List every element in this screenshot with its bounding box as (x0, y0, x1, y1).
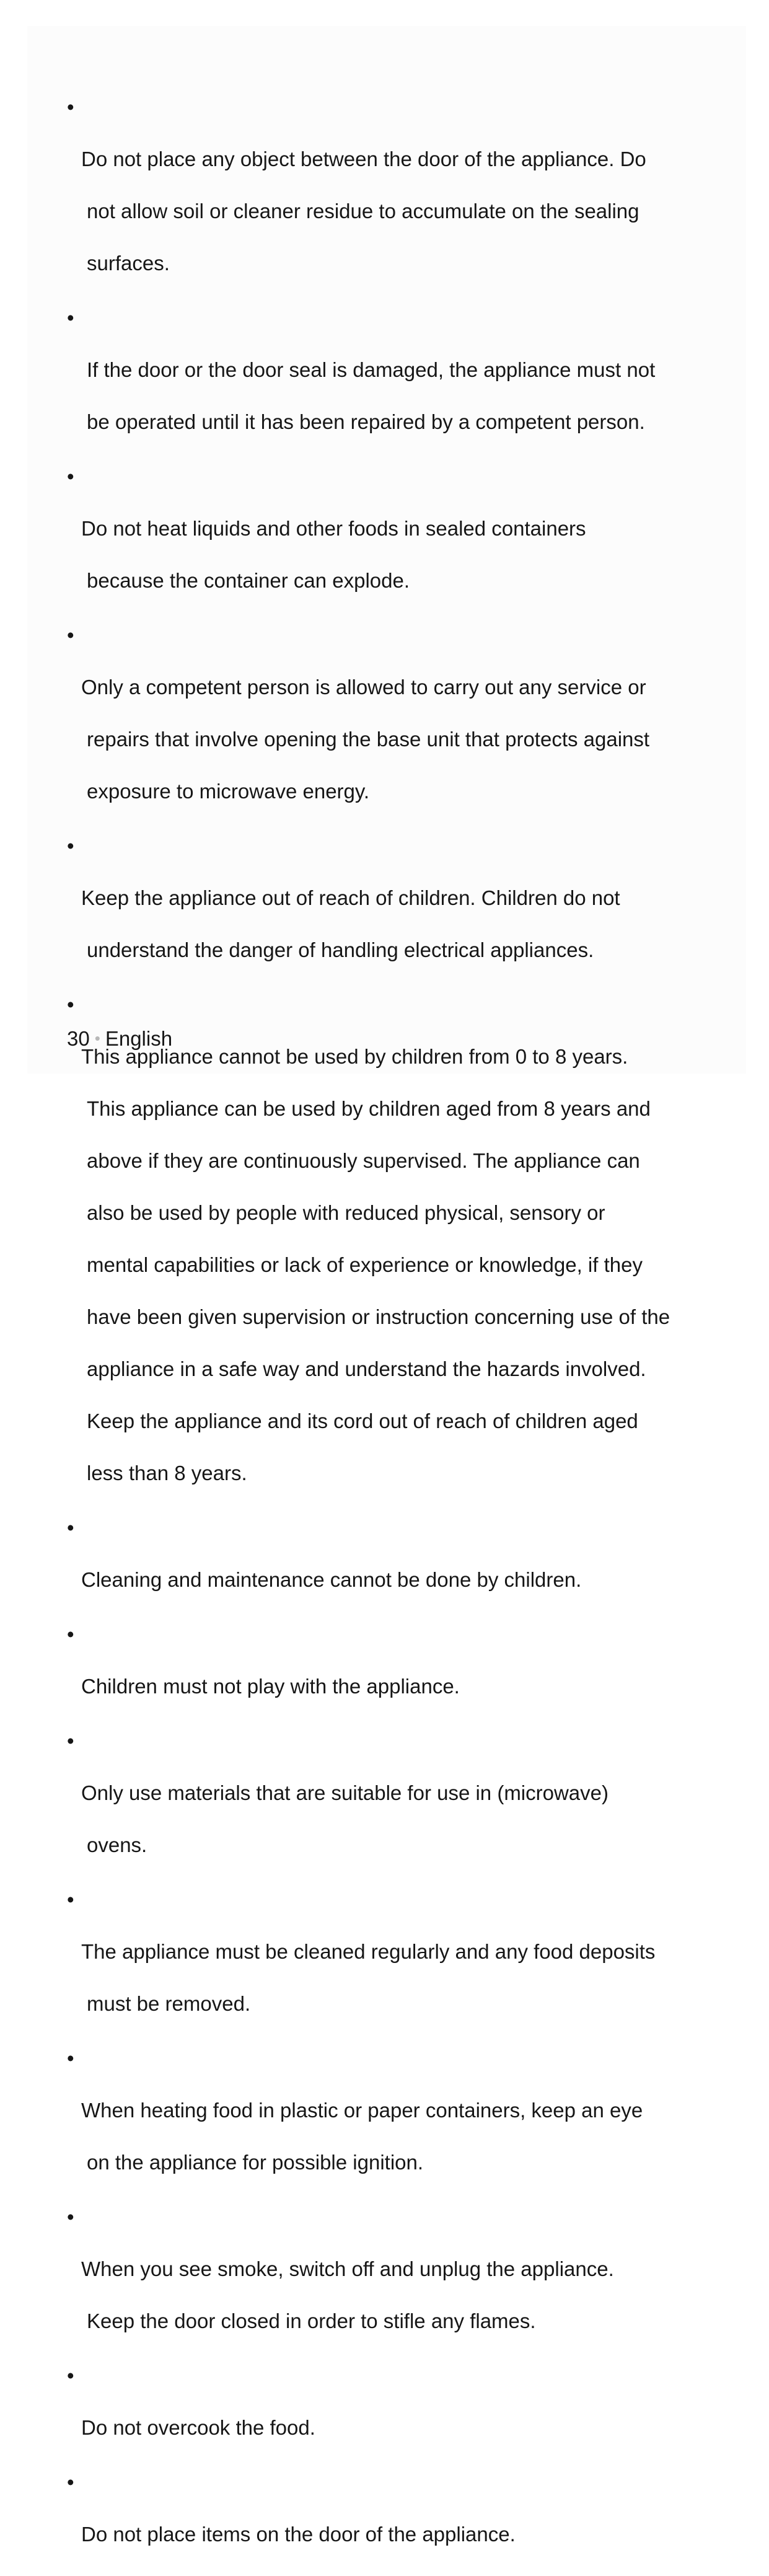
list-item (67, 992, 724, 1512)
bullet: • (67, 2364, 74, 2387)
list-item (67, 1621, 724, 1726)
list-item-line: The appliance must be cleaned regularly and any food deposits (81, 1940, 656, 1963)
list-item (67, 2045, 724, 2202)
list-item-line: also be used by people with reduced physical, sensory or (87, 1201, 605, 1224)
list-item-line: Only use materials that are suitable for use in (microwave) (81, 1781, 609, 1804)
list-item-line: Do not place any object between the door of the appliance. Do (81, 148, 646, 170)
list-item-line: This appliance can be used by children aged from 8 years and (87, 1097, 651, 1120)
bullet: • (67, 834, 74, 857)
list-item-line: Keep the door closed in order to stifle any flames. (87, 2309, 536, 2332)
list-item-line: Keep the appliance and its cord out of reach of children aged (87, 1409, 638, 1432)
page-footer (67, 1026, 172, 1052)
bullet: • (67, 1888, 74, 1911)
list-item (67, 1728, 724, 1884)
bullet: • (67, 993, 74, 1016)
safety-instructions-list (67, 94, 724, 2576)
footer-separator: • (94, 1029, 100, 1048)
bullet: • (67, 2047, 74, 2070)
list-item (67, 622, 724, 831)
list-item (67, 1515, 724, 1619)
list-item (67, 464, 724, 620)
list-item-line: understand the danger of handling electrical appliances. (87, 938, 594, 961)
bullet: • (67, 306, 74, 329)
bullet: • (67, 465, 74, 488)
list-item-line: on the appliance for possible ignition. (87, 2151, 424, 2174)
list-item (67, 2469, 724, 2574)
list-item-line: Only a competent person is allowed to carry out any service or (81, 676, 646, 699)
list-item-line: When you see smoke, switch off and unplug the appliance. (81, 2257, 614, 2280)
bullet: • (67, 1516, 74, 1539)
list-item-line: ovens. (87, 1833, 147, 1856)
list-item-line: appliance in a safe way and understand the hazards involved. (87, 1357, 646, 1380)
bullet: • (67, 1729, 74, 1752)
bullet: • (67, 2471, 74, 2494)
list-item-line: When heating food in plastic or paper containers, keep an eye (81, 2099, 643, 2122)
list-item-line: Do not place items on the door of the appliance. (81, 2523, 516, 2546)
footer-language: English (105, 1027, 173, 1050)
list-item-line: Keep the appliance out of reach of children. Children do not (81, 886, 620, 909)
list-item-line: Cleaning and maintenance cannot be done by children. (81, 1568, 582, 1591)
list-item-line: Children must not play with the appliance. (81, 1675, 460, 1698)
list-item-line: above if they are continuously supervised. The appliance can (87, 1149, 640, 1172)
list-item-line: not allow soil or cleaner residue to accumulate on the sealing (87, 200, 639, 223)
list-item-line: must be removed. (87, 1992, 251, 2015)
list-item-line: Do not overcook the food. (81, 2416, 315, 2439)
page-number: 30 (67, 1027, 90, 1050)
list-item-line: If the door or the door seal is damaged, the appliance must not (87, 358, 656, 381)
list-item-line: be operated until it has been repaired by a competent person. (87, 410, 645, 433)
list-item-line: less than 8 years. (87, 1462, 247, 1484)
bullet: • (67, 95, 74, 118)
list-item (67, 305, 724, 461)
list-item-line: repairs that involve opening the base unit that protects against (87, 728, 650, 751)
list-item-line: This appliance cannot be used by children from 0 to 8 years. (81, 1045, 628, 1068)
list-item-line: Do not heat liquids and other foods in sealed containers (81, 517, 586, 540)
list-item (67, 1887, 724, 2043)
list-item-line: because the container can explode. (87, 569, 410, 592)
list-item (67, 2204, 724, 2360)
list-item-line: exposure to microwave energy. (87, 780, 370, 803)
bullet: • (67, 624, 74, 646)
bullet: • (67, 1623, 74, 1646)
list-item (67, 833, 724, 989)
list-item (67, 94, 724, 302)
list-item-line: mental capabilities or lack of experience or knowledge, if they (87, 1253, 643, 1276)
list-item-line: surfaces. (87, 252, 170, 275)
bullet: • (67, 2205, 74, 2228)
list-item-line: have been given supervision or instruction concerning use of the (87, 1305, 670, 1328)
list-item (67, 2363, 724, 2467)
